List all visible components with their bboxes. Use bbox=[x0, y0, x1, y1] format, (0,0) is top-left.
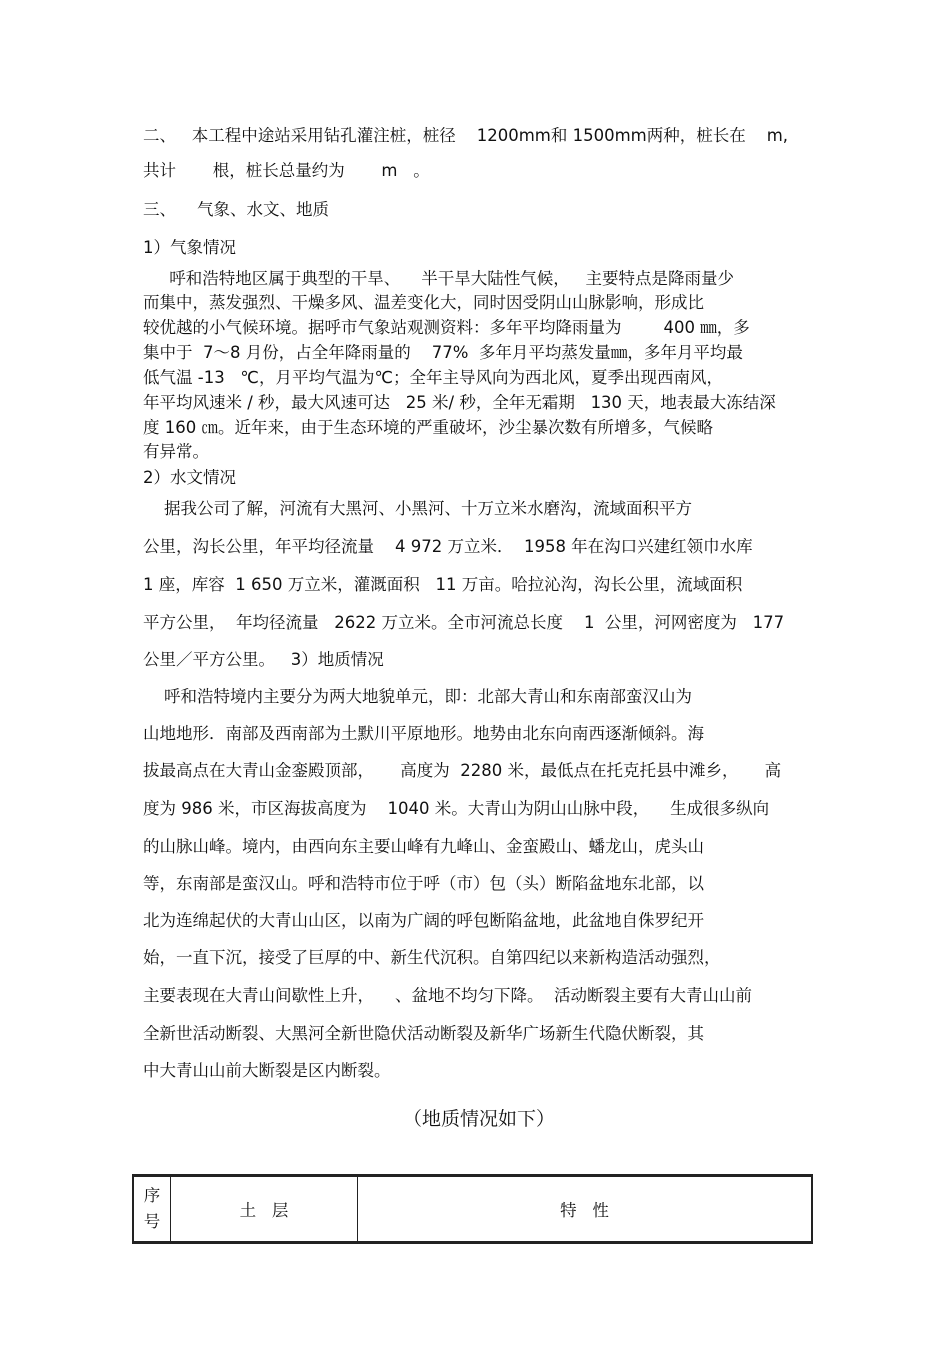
text-line: 度 160 ㎝。近年来，由于生态环境的严重破坏，沙尘暴次数有所增多，气候略 bbox=[143, 418, 713, 437]
table-title: （地质情况如下） bbox=[403, 1108, 556, 1130]
text-line: 而集中，蒸发强烈、干燥多风、温差变化大，同时因受阴山山脉影响，形成比 bbox=[143, 293, 704, 312]
header-cell-no bbox=[133, 1176, 171, 1243]
text-line: 始，一直下沉，接受了巨厚的中、新生代沉积。自第四纪以来新构造活动强烈， bbox=[143, 948, 721, 967]
text-line: 山地地形．南部及西南部为土默川平原地形。地势由北东向南西逐渐倾斜。海 bbox=[143, 724, 704, 743]
text-line: 共计 根，桩长总量约为 m 。 bbox=[143, 161, 430, 180]
text-line: 中大青山山前大断裂是区内断裂。 bbox=[143, 1061, 391, 1080]
text-line: 北为连绵起伏的大青山山区，以南为广阔的呼包断陷盆地，此盆地自侏罗纪开 bbox=[143, 911, 704, 930]
text-line: 二、 本工程中途站采用钻孔灌注桩，桩径 1200mm和 1500mm两种，桩长在 m, bbox=[143, 126, 789, 145]
header-no-line1: 序 bbox=[143, 1186, 161, 1205]
geology-table bbox=[132, 1174, 813, 1244]
text-line: 公里，沟长公里，年平均径流量 4 972 万立米． 1958 年在沟口兴建红领巾水库 bbox=[143, 537, 753, 556]
text-line: 主要表现在大青山间歇性上升， 、盆地不均匀下降。 活动断裂主要有大青山山前 bbox=[143, 986, 752, 1005]
header-cell-layer: 土 层 bbox=[171, 1176, 358, 1243]
subsection-heading: 2）水文情况 bbox=[143, 468, 236, 487]
subsection-heading: 1）气象情况 bbox=[143, 238, 236, 257]
text-line: 的山脉山峰。境内，由西向东主要山峰有九峰山、金蛮殿山、蟠龙山，虎头山 bbox=[143, 837, 704, 856]
text-line: 呼和浩特境内主要分为两大地貌单元，即：北部大青山和东南部蛮汉山为 bbox=[143, 687, 692, 706]
text-line: 低气温 -13 ℃，月平均气温为℃；全年主导风向为西北风，夏季出现西南风， bbox=[143, 368, 723, 387]
text-line: 等，东南部是蛮汉山。呼和浩特市位于呼（市）包（头）断陷盆地东北部，以 bbox=[143, 874, 704, 893]
text-line: 拔最高点在大青山金銮殿顶部， 高度为 2280 米，最低点在托克托县中滩乡， 高 bbox=[143, 761, 782, 780]
text-line: 全新世活动断裂、大黑河全新世隐伏活动断裂及新华广场新生代隐伏断裂，其 bbox=[143, 1024, 704, 1043]
table-header-row bbox=[133, 1176, 812, 1243]
text-line: 呼和浩特地区属于典型的干旱、 半干旱大陆性气候， 主要特点是降雨量少 bbox=[143, 269, 734, 288]
text-line: 1 座，库容 1 650 万立米，灌溉面积 11 万亩。哈拉沁沟，沟长公里，流域面积 bbox=[143, 575, 743, 594]
header-cell-property: 特 性 bbox=[358, 1176, 813, 1243]
text-line: 有异常。 bbox=[143, 442, 209, 461]
text-line: 公里／平方公里。 3）地质情况 bbox=[143, 650, 384, 669]
text-line: 平方公里， 年均径流量 2622 万立米。全市河流总长度 1 公里，河网密度为 177 bbox=[143, 613, 785, 632]
text-line: 据我公司了解，河流有大黑河、小黑河、十万立米水磨沟，流域面积平方 bbox=[143, 499, 692, 518]
text-line: 度为 986 米，市区海拔高度为 1040 米。大青山为阴山山脉中段， 生成很多纵向 bbox=[143, 799, 770, 818]
text-line: 集中于 7～8 月份，占全年降雨量的 77% 多年月平均蒸发量㎜，多年月平均最 bbox=[143, 343, 743, 362]
header-no-line2: 号 bbox=[143, 1212, 161, 1231]
text-line: 年平均风速米 / 秒，最大风速可达 25 米/ 秒，全年无霜期 130 天，地表最大冻结深 bbox=[143, 393, 776, 412]
section-heading: 三、 气象、水文、地质 bbox=[143, 200, 329, 219]
text-line: 较优越的小气候环境。据呼市气象站观测资料：多年平均降雨量为 400 ㎜，多 bbox=[143, 318, 750, 337]
